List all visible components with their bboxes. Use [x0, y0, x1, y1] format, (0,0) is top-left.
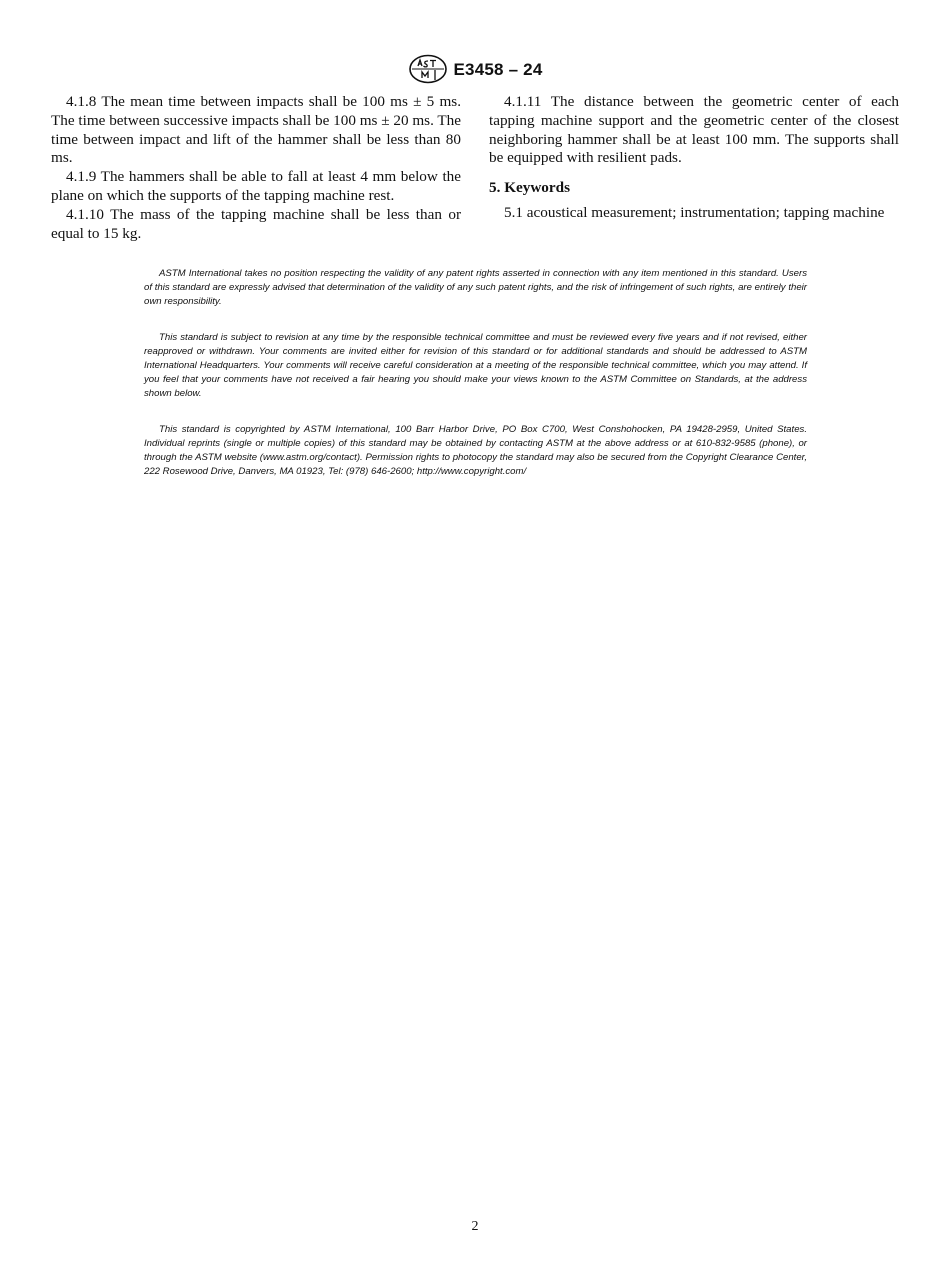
paragraph-4-1-8: 4.1.8 The mean time between impacts shall be 100 ms ± 5 ms. The time between successive impacts shall be 100 ms ± 20 ms. The time between impact and lift of the hammer shall be less than 80 ms.	[51, 93, 462, 167]
revision-notice: This standard is subject to revision at any time by the responsible technical committee and must be reviewed every five years and if not revised, either reapproved or withdrawn. Your comments are invited either for revision of this standard or for additional standards and should be addressed to ASTM International Headquarters. Your comments will receive careful consideration at a meeting of the responsible technical committee, which you may attend. If you feel that your comments have not received a fair hearing you should make your views known to the ASTM Committee on Standards, at the address shown below.	[144, 331, 807, 400]
patent-notice: ASTM International takes no position respecting the validity of any patent rights asserted in connection with any item mentioned in this standard. Users of this standard are expressly advised that determination of the validity of any such patent rights, and the risk of infringement of such rights, are entirely their own responsibility.	[144, 268, 807, 308]
paragraph-4-1-9: 4.1.9 The hammers shall be able to fall at least 4 mm below the plane on which the supports of the tapping machine rest.	[51, 168, 461, 204]
left-column	[51, 93, 461, 243]
page-number: 2	[471, 1219, 479, 1234]
legal-notices	[144, 267, 807, 500]
standard-designation: E3458 – 24	[453, 60, 543, 79]
paragraph-4-1-11: 4.1.11 The distance between the geometric center of each tapping machine support and the geometric center of the closest neighboring hammer shall be at least 100 mm. The supports shall be equipped with resilient pads.	[489, 93, 899, 167]
page-header	[0, 54, 950, 84]
paragraph-5-1: 5.1 acoustical measurement; instrumentation; tapping machine	[504, 203, 885, 221]
astm-logo-icon	[408, 54, 448, 84]
copyright-notice: This standard is copyrighted by ASTM International, 100 Barr Harbor Drive, PO Box C700, West Conshohocken, PA 19428-2959, United States. Individual reprints (single or multiple copies) of this standard may be obtained by contacting ASTM at the above address or at 610-832-9585 (phone), or through the ASTM website (www.astm.org/contact). Permission rights to photocopy the standard may also be secured from the Copyright Clearance Center, 222 Rosewood Drive, Danvers, MA 01923, Tel: (978) 646-2600; http://www.copyright.com/	[144, 423, 807, 478]
section-heading-keywords: 5. Keywords	[489, 179, 570, 197]
paragraph-4-1-10: 4.1.10 The mass of the tapping machine shall be less than or equal to 15 kg.	[51, 205, 461, 242]
right-column	[489, 93, 899, 223]
